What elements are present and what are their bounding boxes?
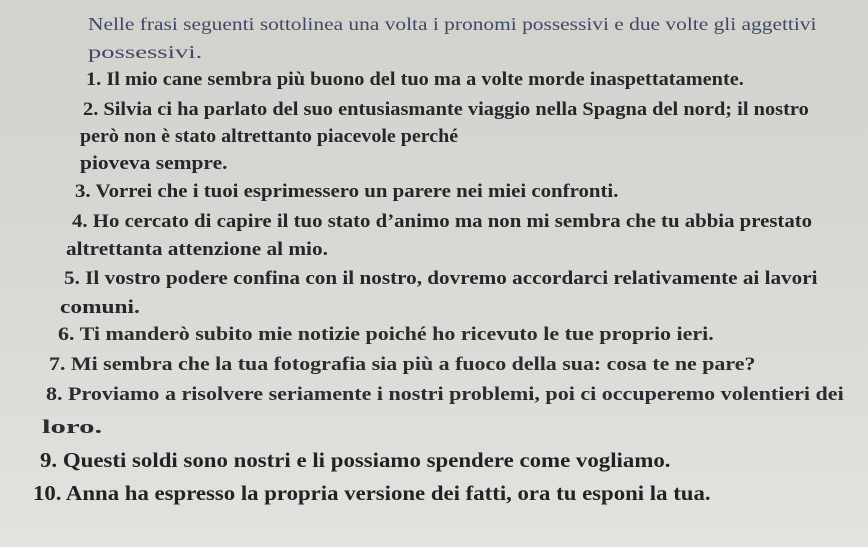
exercise-10-line-1: 10. Anna ha espresso la propria versione dei fatti, ora tu esponi la tua. bbox=[33, 481, 711, 505]
exercise-5-line-1: 5. Il vostro podere confina con il nostro, dovremo accordarci relativamente ai lavori bbox=[64, 268, 818, 289]
instruction-line-1: Nelle frasi seguenti sottolinea una volta i pronomi possessivi e due volte gli aggettivi bbox=[88, 14, 817, 34]
exercise-1-line-1: 1. Il mio cane sembra più buono del tuo ma a volte morde inaspettatamente. bbox=[86, 69, 744, 90]
exercise-9-line-1: 9. Questi soldi sono nostri e li possiamo spendere come vogliamo. bbox=[40, 448, 671, 472]
exercise-2-line-1: 2. Silvia ci ha parlato del suo entusiasmante viaggio nella Spagna del nord; il nostro bbox=[83, 99, 809, 120]
exercise-2-line-3: pioveva sempre. bbox=[80, 153, 228, 174]
exercise-4-line-1: 4. Ho cercato di capire il tuo stato d’animo ma non mi sembra che tu abbia prestato bbox=[72, 211, 813, 232]
exercise-7-line-1: 7. Mi sembra che la tua fotografia sia più a fuoco della sua: cosa te ne pare? bbox=[49, 354, 756, 375]
exercise-2-line-2: però non è stato altrettanto piacevole perché bbox=[80, 126, 459, 147]
exercise-8-line-1: 8. Proviamo a risolvere seriamente i nostri problemi, poi ci occuperemo volentieri dei bbox=[46, 384, 844, 405]
exercise-6-line-1: 6. Ti manderò subito mie notizie poiché ho ricevuto le tue proprio ieri. bbox=[58, 324, 714, 345]
exercise-5-line-2: comuni. bbox=[60, 297, 140, 318]
exercise-8-line-2: loro. bbox=[42, 417, 103, 438]
instruction-line-2: possessivi. bbox=[88, 42, 203, 62]
exercise-4-line-2: altrettanta attenzione al mio. bbox=[66, 239, 328, 260]
exercise-3-line-1: 3. Vorrei che i tuoi esprimessero un parere nei miei confronti. bbox=[75, 181, 619, 202]
